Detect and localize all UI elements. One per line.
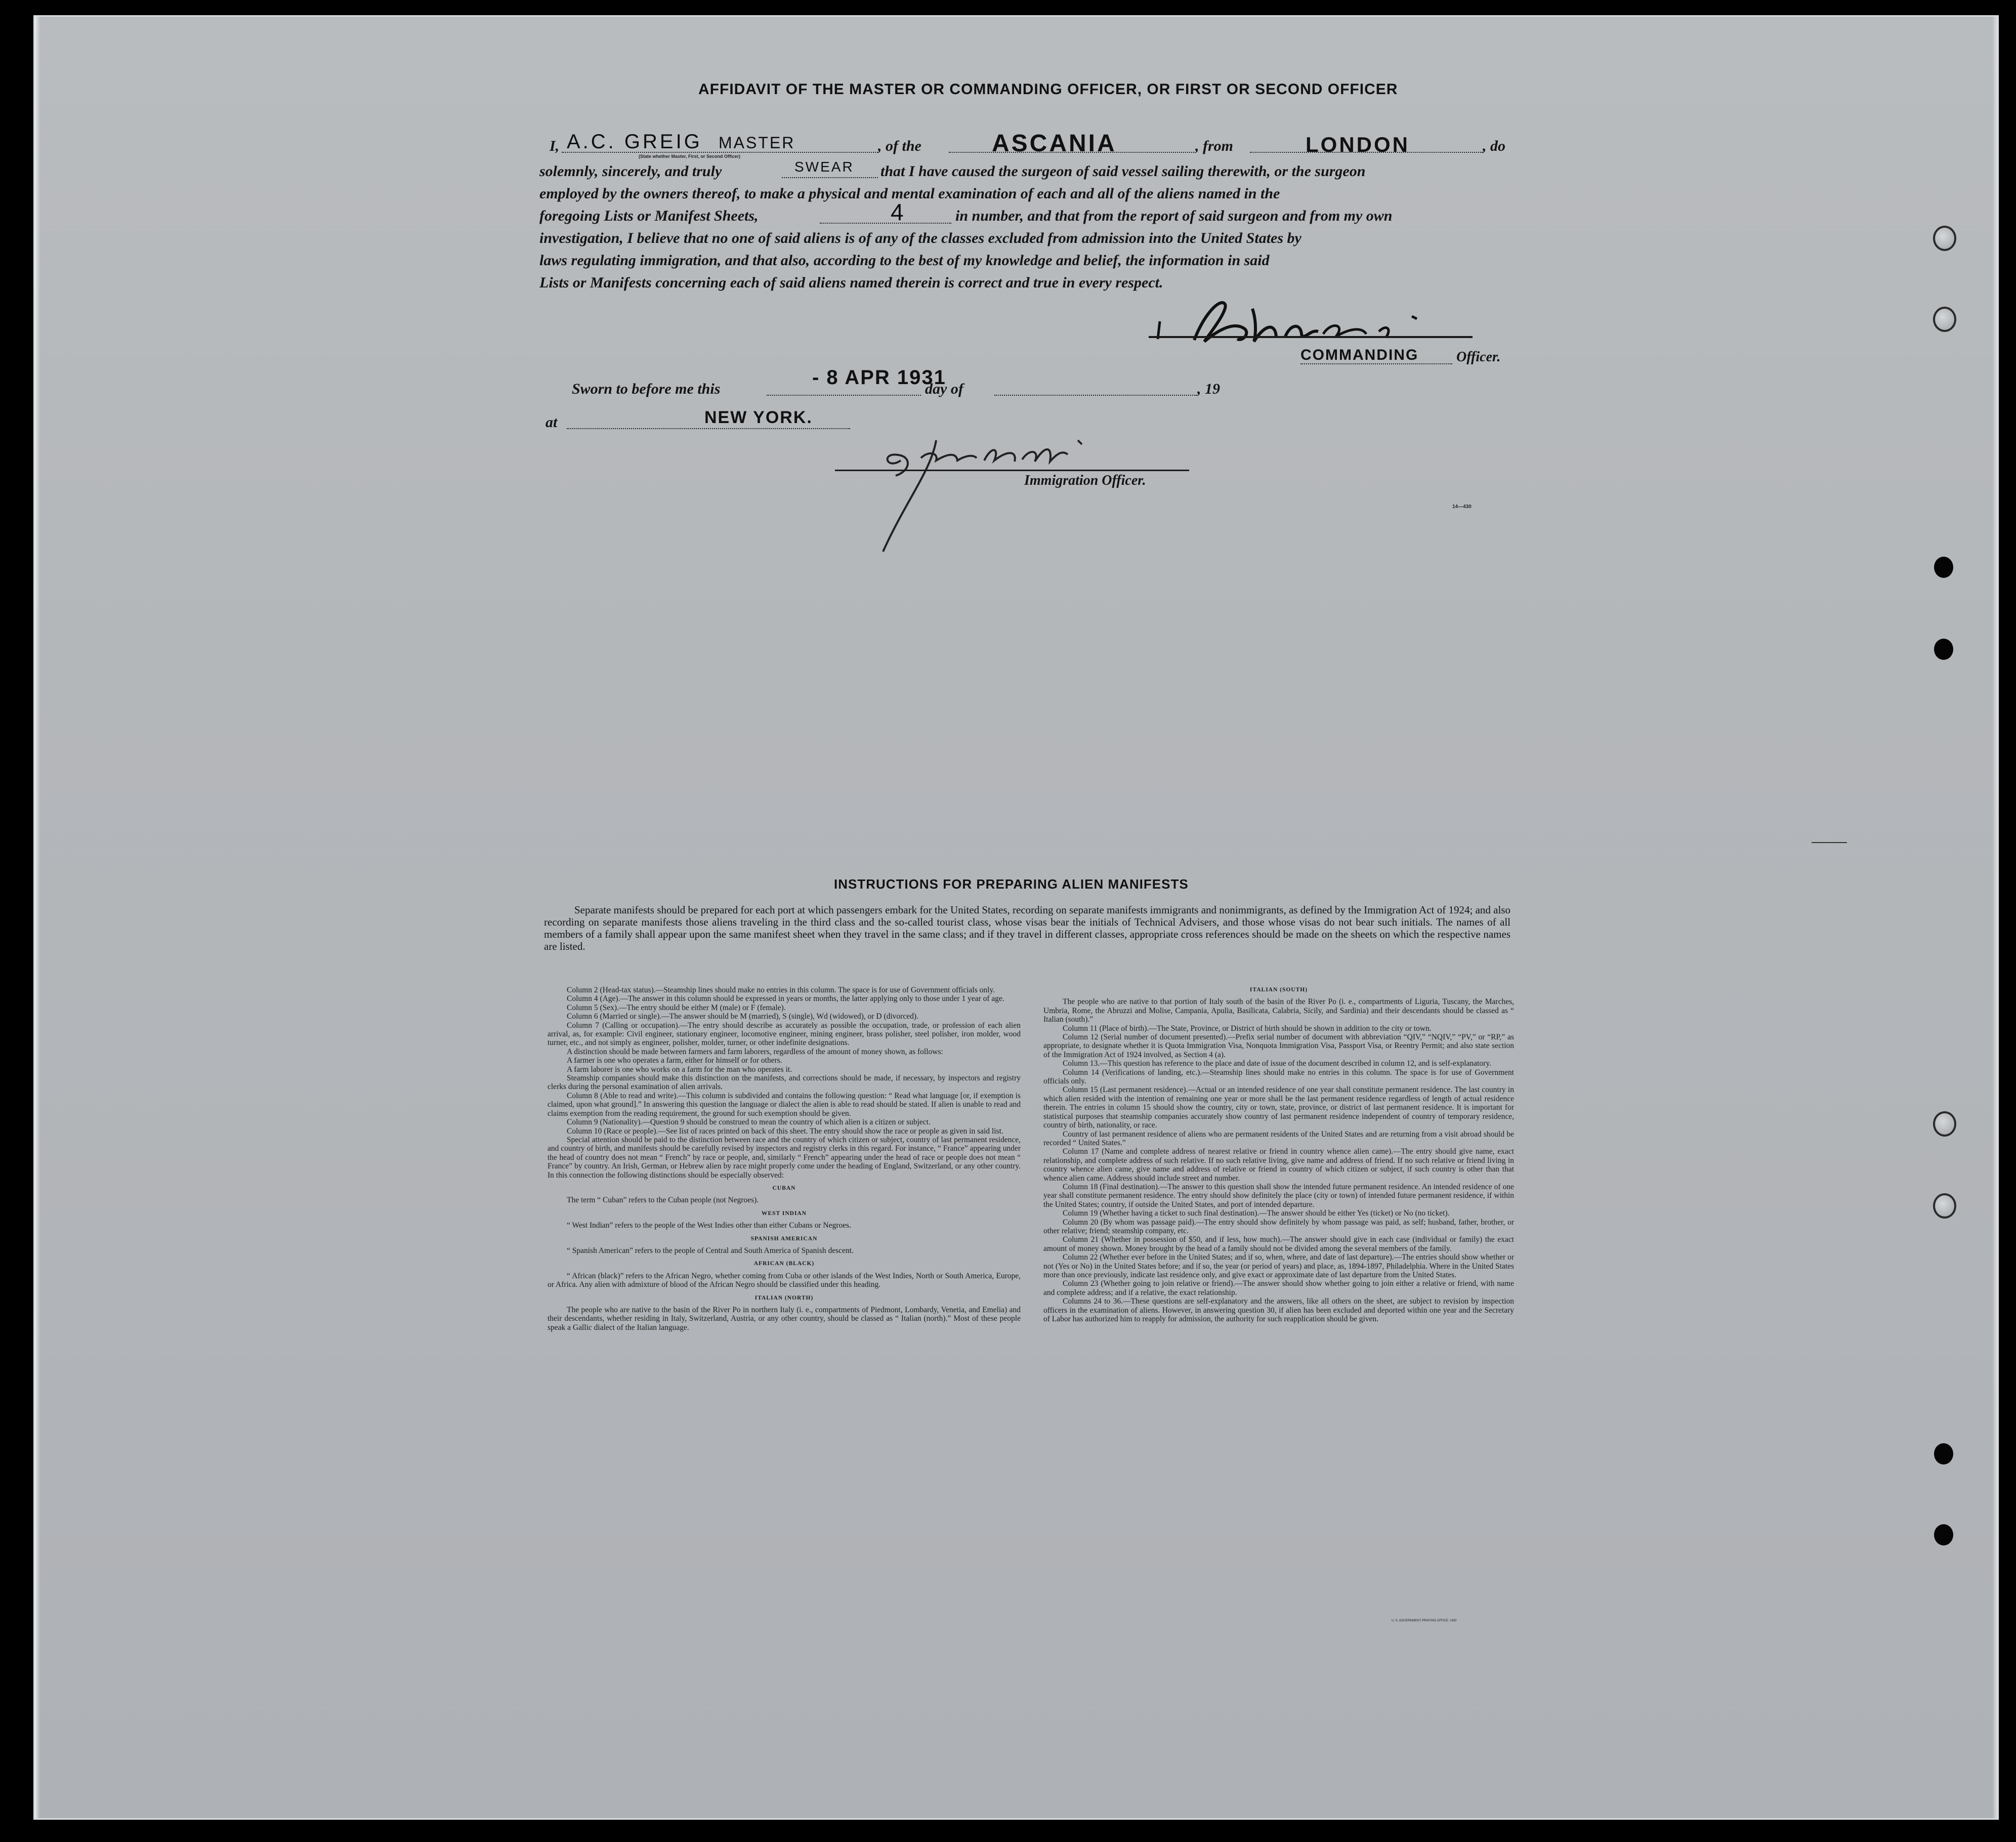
right-para: Column 11 (Place of birth).—The State, Province, or District of birth should be shown in addition to the city or town. [1063, 1024, 1432, 1033]
port-line [1250, 152, 1483, 153]
left-para: Column 6 (Married or single).—The answer should be M (married), S (single), Wd (widowed), or D (divorced). [567, 1012, 918, 1021]
left-para: The people who are native to the basin of the River Po in northern Italy (i. e., compartments of Piedmont, Lombardy, Venetia, and Emelia) and their descendants, whether residing in Italy, Switzerland, Austria, or any other country, should be classed as “ Italian (north).” Most of these people speak a Gallic dialect of the Italian language. [548, 1306, 1021, 1332]
left-para: Special attention should be paid to the distinction between race and the country of which citizen or subject, country of last permanent residence, and country of birth, and manifests should be carefully revised by inspectors and registry clerks in this regard. For instance, “ France” appearing under the head of country does not mean “ French” by race or people, and, similarly “ French” appearing under the head of race or people does not mean “ France” by country. An Irish, German, or Hebrew alien by race might properly come under the heading of England, Switzerland, or any other country. In this connection the following distinctions should be especially observed: [548, 1135, 1021, 1180]
binder-hole-open [1933, 307, 1956, 332]
left-para: Steamship companies should make this distinction on the manifests, and corrections should be made, if necessary, by inspectors and registry clerks during the personal examination of alien arrivals. [548, 1074, 1021, 1092]
left-para: Column 4 (Age).—The answer in this column should be expressed in years or months, the latter applying only to those under 1 year of age. [567, 994, 1004, 1003]
affidavit-line4-start: foregoing Lists or Manifest Sheets, [539, 207, 759, 224]
left-para: A distinction should be made between farmers and farm laborers, regardless of the amount of money shown, as follows: [567, 1047, 943, 1056]
section-heading-italian-south: ITALIAN (SOUTH) [1249, 987, 1308, 993]
left-para: A farmer is one who operates a farm, either for himself or for others. [567, 1056, 782, 1065]
binder-hole-open [1933, 226, 1956, 251]
binder-hole-open [1933, 1193, 1956, 1219]
section-heading-cuban: CUBAN [772, 1185, 796, 1191]
master-name: A.C. GREIG [567, 131, 702, 153]
month-line [994, 395, 1197, 396]
left-para: “ West Indian” refers to the people of the West Indies other than either Cubans or Negroes. [567, 1221, 852, 1230]
affidavit-i: I, [550, 138, 560, 154]
binder-hole-filled [1934, 557, 1953, 578]
section-heading-italian-north: ITALIAN (NORTH) [754, 1294, 814, 1301]
officer-label: Officer. [1456, 349, 1501, 365]
printer-imprint: U. S. GOVERNMENT PRINTING OFFICE: 1930 [1392, 1619, 1457, 1622]
affidavit-line7: Lists or Manifests concerning each of said aliens named therein is correct and true in every respect. [539, 274, 1163, 291]
at-label: at [545, 414, 558, 431]
sworn-label: Sworn to before me this [572, 381, 721, 397]
instructions-title: INSTRUCTIONS FOR PREPARING ALIEN MANIFESTS [834, 876, 1189, 892]
manifest-sheet-count: 4 [891, 199, 905, 225]
right-para: Column 22 (Whether ever before in the United States; and if so, when, where, and date of last departure).—The entries should show whether or not (Yes or No) in the United States before; and if so, the year (or period of years) and place, as, 1894-1897, Philadelphia. Where in the United States more than once previously, indicate last residence only, and give exact or approximate date of last departure from the United States. [1043, 1253, 1514, 1279]
affidavit-line2-end: that I have caused the surgeon of said vessel sailing therewith, or the surgeon [880, 163, 1366, 180]
page-left-edge [35, 17, 40, 1818]
margin-tick-mark [1812, 842, 1847, 843]
officer-title-line [1300, 363, 1452, 364]
oath-type: SWEAR [794, 159, 854, 175]
officer-rank: MASTER [719, 134, 795, 152]
form-number: 14—430 [1452, 504, 1472, 510]
of-the-label: , of the [878, 138, 921, 154]
right-para: Columns 24 to 36.—These questions are self-explanatory and the answers, like all others on the sheet, are subject to revision by inspection officers in the examination of aliens. However, in answering question 30, if alien has been excluded and deported within one year and the Secretary of Labor has authorized him to reapply for admission, the authority for such reapplication should be given. [1043, 1297, 1514, 1324]
year-prefix: , 19 [1197, 381, 1220, 397]
right-para: Column 15 (Last permanent residence).—Actual or an intended residence of one year shall constitute permanent residence. The last country in which alien resided with the intention of remaining one year or more shall be the last permanent residence regardless of length of actual residence therein. The entries in column 15 should show the country, city or town, state, province, or district of last permanent residence. It is important for statistical purposes that steamship companies accurately show country of last permanent residence independent of country of temporary residence, country of birth, nationality, or race. [1043, 1085, 1514, 1130]
right-para: The people who are native to that portion of Italy south of the basin of the River Po (i. e., compartments of Liguria, Tuscany, the Marches, Umbria, Rome, the Abruzzi and Molise, Campania, Apulia, Basilicata, Calabria, Sicily, and Sardinia) and their descendants should be classed as “ Italian (south).” [1043, 997, 1514, 1024]
right-para: Country of last permanent residence of aliens who are permanent residents of the United States and are returning from a visit abroad should be recorded “ United States.” [1043, 1129, 1514, 1147]
count-line [820, 223, 951, 224]
sworn-date: - 8 APR 1931 [812, 366, 946, 389]
left-para: The term “ Cuban” refers to the Cuban people (not Negroes). [567, 1196, 759, 1205]
vessel-line [949, 152, 1194, 153]
binder-hole-filled [1934, 639, 1953, 660]
vessel-name: ASCANIA [992, 130, 1117, 157]
right-para: Column 20 (By whom was passage paid).—The entry should show definitely by whom passage was paid, as self; husband, father, brother, or other relative; friend; steamship company, etc. [1043, 1218, 1514, 1235]
sworn-place: NEW YORK. [704, 408, 813, 427]
left-para: Column 9 (Nationality).—Question 9 should be construed to mean the country of which alien is a citizen or subject. [567, 1118, 931, 1127]
right-para: Column 13.—This question has reference to the place and date of issue of the document described in column 12, and is self-explanatory. [1063, 1059, 1491, 1068]
immigration-officer-line [835, 470, 1189, 471]
left-para: Column 2 (Head-tax status).—Steamship lines should make no entries in this column. The space is for use of Government officials only. [567, 986, 995, 994]
section-heading-west-indian: WEST INDIAN [761, 1210, 807, 1217]
left-para: Column 5 (Sex).—The entry should be either M (male) or F (female). [567, 1003, 786, 1012]
affidavit-title: AFFIDAVIT OF THE MASTER OR COMMANDING OFFICER, OR FIRST OR SECOND OFFICER [698, 81, 1398, 98]
officer-title-stamp: COMMANDING [1300, 347, 1419, 363]
left-para: “ Spanish American” refers to the people of Central and South America of Spanish descent. [567, 1246, 854, 1255]
oath-line [782, 177, 878, 178]
section-heading-spanish-american: SPANISH AMERICAN [750, 1235, 818, 1242]
binder-hole-filled [1934, 1443, 1953, 1464]
binder-hole-filled [1934, 1524, 1953, 1545]
from-label: , from [1195, 138, 1233, 154]
master-name-line [562, 152, 878, 153]
master-signature [1149, 294, 1473, 349]
sworn-date-line [767, 395, 921, 396]
departure-port: LONDON [1306, 133, 1410, 156]
affidavit-line6: laws regulating immigration, and that also, according to the best of my knowledge and belief, the information in said [539, 252, 1270, 269]
section-heading-african: AFRICAN (BLACK) [753, 1261, 815, 1267]
right-para: Column 18 (Final destination).—The answer to this question shall show the intended future permanent residence. An intended residence of one year shall constitute permanent residence. The entry should show definitely the place (city or town) of intended future permanent residence, if within the United States; country, if outside the United States, and port of intended departure. [1043, 1182, 1514, 1209]
left-para: Column 10 (Race or people).—See list of races printed on back of this sheet. The entry should show the race or people as given in said list. [567, 1126, 1003, 1136]
affidavit-line4-end: in number, and that from the report of said surgeon and from my own [955, 207, 1393, 224]
affidavit-line5: investigation, I believe that no one of said aliens is of any of the classes excluded from admission into the United States by [539, 230, 1301, 246]
rank-note: (State whether Master, First, or Second Officer) [639, 154, 741, 159]
right-para: Column 21 (Whether in possession of $50, and if less, how much).—The answer should give in each case (individual or family) the exact amount of money shown. Money brought by the head of a family should not be divided among the several members of the family. [1043, 1235, 1514, 1253]
right-para: Column 17 (Name and complete address of nearest relative or friend in country whence alien came).—The entry should give name, exact relationship, and complete address of such relative. If no such relative living, give name and address of friend. If no such relative or friend living in country whence alien came, give name and address of relative or friend in country of which citizen or subject, if such country is other than that whence alien came. Address should include street and number. [1043, 1147, 1514, 1183]
instructions-intro: Separate manifests should be prepared for each port at which passengers embark for the United States, recording on separate manifests immigrants and nonimmigrants, as defined by the Immigration Act of 1924; and also recording on separate manifests those aliens traveling in the third class and the so-called tourist class, whose visas bear the initials of Technical Advisers, and those whose visas do not bear such initials. The names of all members of a family shall appear upon the same manifest sheet when they travel in the same class; and if they travel in different classes, appropriate cross references should be made on the sheets on which the respective names are listed. [544, 904, 1510, 952]
master-signature-line [1149, 336, 1473, 338]
left-para: “ African (black)” refers to the African Negro, whether coming from Cuba or other islands of the West Indies, North or South America, Europe, or Africa. Any alien with admixture of blood of the African Negro should be classified under this heading. [548, 1271, 1021, 1289]
instructions-right-column [1043, 986, 1514, 1323]
right-para: Column 19 (Whether having a ticket to such final destination).—The answer should be either Yes (ticket) or No (no ticket). [1063, 1209, 1450, 1218]
immigration-officer-signature [840, 430, 1123, 557]
affidavit-line3: employed by the owners thereof, to make a physical and mental examination of each and all of the aliens named in the [539, 185, 1280, 202]
day-of-label: day of [925, 381, 963, 397]
place-line [567, 428, 850, 429]
right-para: Column 14 (Verifications of landing, etc.).—Steamship lines should make no entries in this column. The space is for use of Government officials only. [1043, 1068, 1514, 1086]
page-right-edge [1992, 17, 1997, 1818]
do-label: , do [1483, 138, 1505, 154]
left-para: Column 7 (Calling or occupation).—The entry should describe as accurately as possible the occupation, trade, or profession of each alien arrival, as, for example: Civil engineer, stationary engineer, locomotive engineer, mining engineer, brass polisher, steel polisher, iron molder, wood turner, etc., and not simply as engineer, polisher, molder, turner, or other indefinite designations. [548, 1021, 1021, 1048]
left-para: A farm laborer is one who works on a farm for the man who operates it. [567, 1065, 792, 1074]
immigration-officer-label: Immigration Officer. [1024, 473, 1146, 488]
binder-hole-open [1933, 1111, 1956, 1137]
left-para: Column 8 (Able to read and write).—This column is subdivided and contains the following question: “ Read what language [or, if exemption is claimed, upon what ground].” In answering this question the language or dialect the alien is able to read should be stated. If alien is unable to read and claims exemption from the reading requirement, the ground for such exemption should be given. [548, 1091, 1021, 1118]
right-para: Column 12 (Serial number of document presented).—Prefix serial number of document with abbreviation “QIV,” “NQIV,” “PV,” or “RP,” as appropriate, to designate whether it is Quota Immigration Visa, Nonquota Immigration Visa, Passport Visa, or Reentry Permit; and also state section of the Immigration Act of 1924 involved, as Section 4 (a). [1043, 1033, 1514, 1059]
instructions-left-column [548, 986, 1021, 1332]
right-para: Column 23 (Whether going to join relative or friend).—The answer should show whether going to join either a relative or friend, with name and complete address; and if a relative, the exact relationship. [1043, 1279, 1514, 1297]
affidavit-line2-start: solemnly, sincerely, and truly [539, 163, 722, 180]
